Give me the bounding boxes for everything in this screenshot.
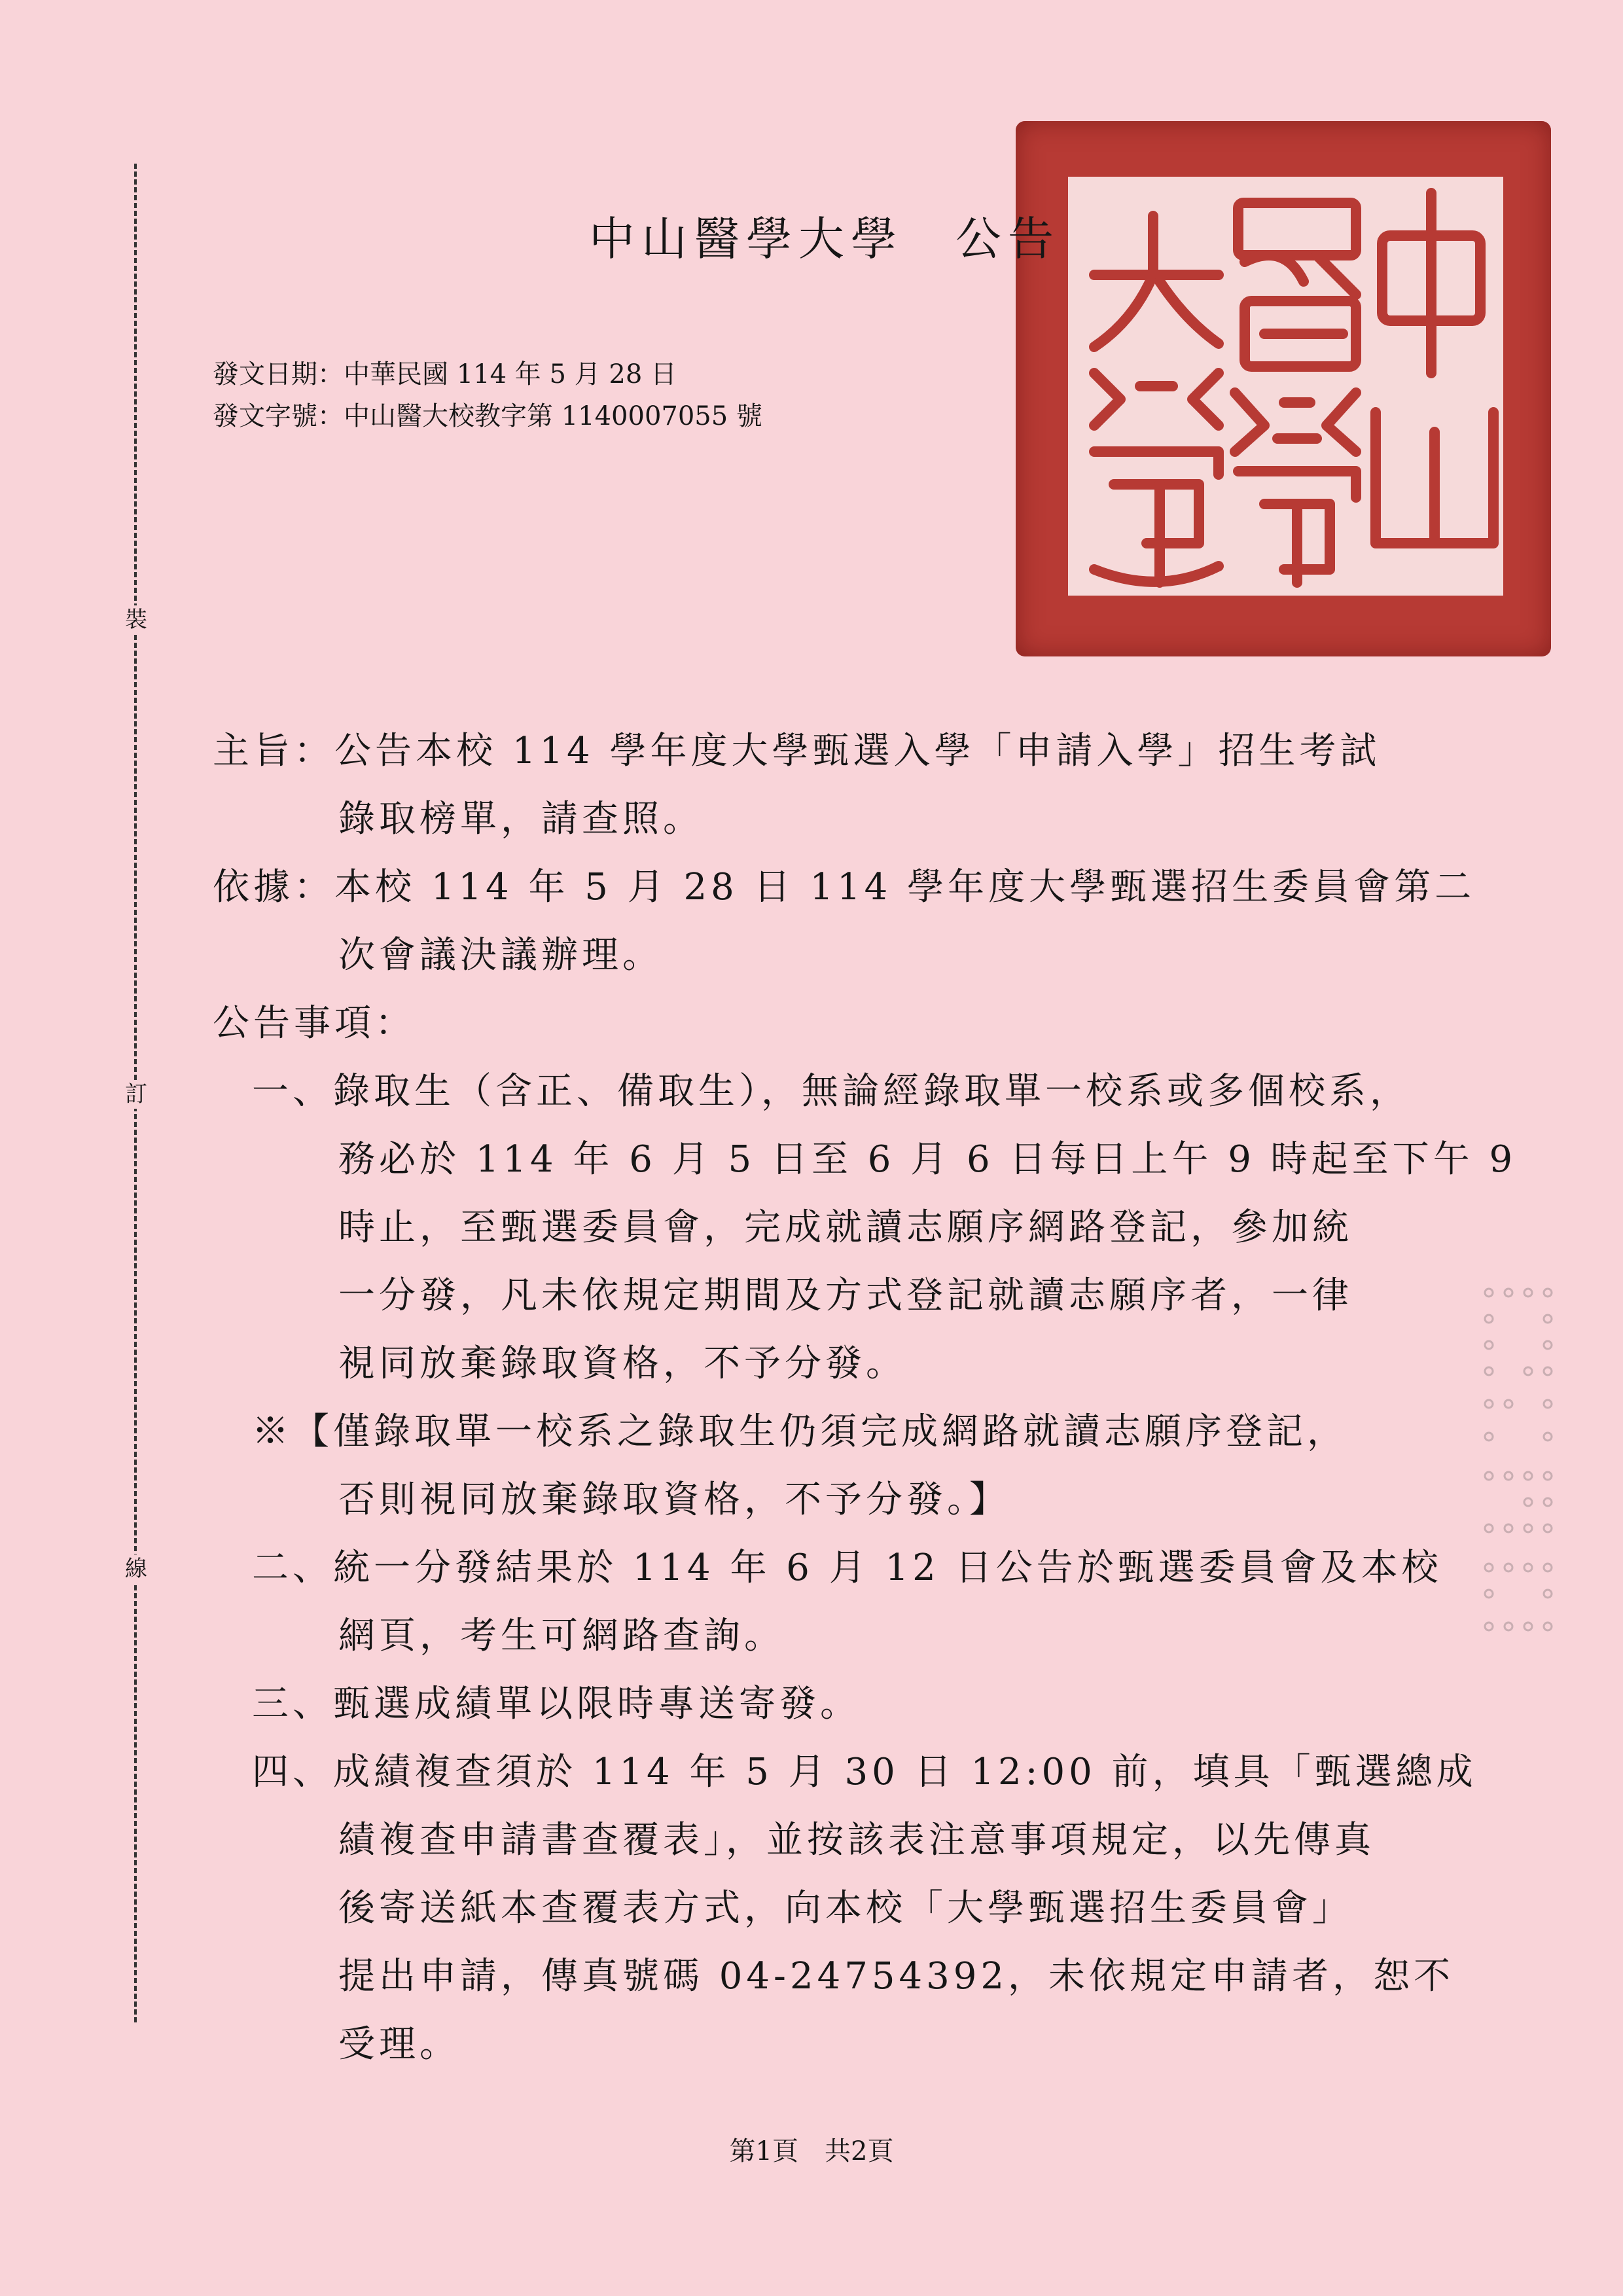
note-line-1: ※【僅錄取單一校系之錄取生仍須完成網路就讀志願序登記， bbox=[252, 1410, 1347, 1453]
item-four-line-5: 受理。 bbox=[338, 2023, 460, 2066]
item-four-line-1: 四、成績複查須於 114 年 5 月 30 日 12:00 前，填具「甄選總成 bbox=[252, 1751, 1477, 1793]
page-footer: 第1頁 共2頁 bbox=[729, 2136, 894, 2166]
item-three-line-1: 三、甄選成績單以限時專送寄發。 bbox=[252, 1683, 861, 1725]
binding-char-ding: 訂 bbox=[122, 1080, 151, 1109]
seal-glyphs bbox=[1068, 177, 1503, 596]
notice-heading: 公告事項： bbox=[213, 1002, 416, 1045]
item-one-line-5: 視同放棄錄取資格，不予分發。 bbox=[338, 1342, 906, 1385]
page-title: 中山醫學大學 公告 bbox=[589, 212, 1060, 266]
item-four-line-4: 提出申請，傳真號碼 04-24754392，未依規定申請者，恕不 bbox=[338, 1955, 1455, 1998]
item-two-line-1: 二、統一分發結果於 114 年 6 月 12 日公告於甄選委員會及本校 bbox=[252, 1547, 1442, 1589]
university-seal bbox=[1016, 121, 1551, 656]
item-four-line-2: 績複查申請書查覆表」，並按該表注意事項規定，以先傳真 bbox=[338, 1819, 1375, 1861]
issue-date: 發文日期：中華民國 114 年 5 月 28 日 bbox=[213, 359, 677, 389]
seal-inner bbox=[1068, 177, 1503, 596]
basis-line-2: 次會議決議辦理。 bbox=[338, 934, 663, 977]
item-one-line-1: 一、錄取生（含正、備取生），無論經錄取單一校系或多個校系， bbox=[252, 1070, 1410, 1113]
reference-number: 發文字號：中山醫大校教字第 1140007055 號 bbox=[213, 401, 762, 431]
item-one-line-2: 務必於 114 年 6 月 5 日至 6 月 6 日每日上午 9 時起至下午 9 bbox=[338, 1138, 1517, 1181]
subject-line-2: 錄取榜單，請查照。 bbox=[338, 798, 704, 840]
item-one-line-3: 時止，至甄選委員會，完成就讀志願序網路登記，參加統 bbox=[338, 1206, 1353, 1249]
item-four-line-3: 後寄送紙本查覆表方式，向本校「大學甄選招生委員會」 bbox=[338, 1887, 1353, 1929]
subject-line-1: 主旨：公告本校 114 學年度大學甄選入學「申請入學」招生考試 bbox=[213, 730, 1381, 772]
note-line-2: 否則視同放棄錄取資格，不予分發。】 bbox=[338, 1479, 1010, 1521]
item-two-line-2: 網頁，考生可網路查詢。 bbox=[338, 1615, 785, 1657]
binding-char-zhuang: 裝 bbox=[122, 605, 151, 634]
item-one-line-4: 一分發，凡未依規定期間及方式登記就讀志願序者，一律 bbox=[338, 1274, 1353, 1317]
basis-line-1: 依據：本校 114 年 5 月 28 日 114 學年度大學甄選招生委員會第二 bbox=[213, 866, 1476, 908]
document-meta bbox=[213, 353, 762, 437]
binding-char-xian: 線 bbox=[122, 1554, 151, 1583]
stipple-decoration bbox=[1476, 1280, 1567, 1672]
